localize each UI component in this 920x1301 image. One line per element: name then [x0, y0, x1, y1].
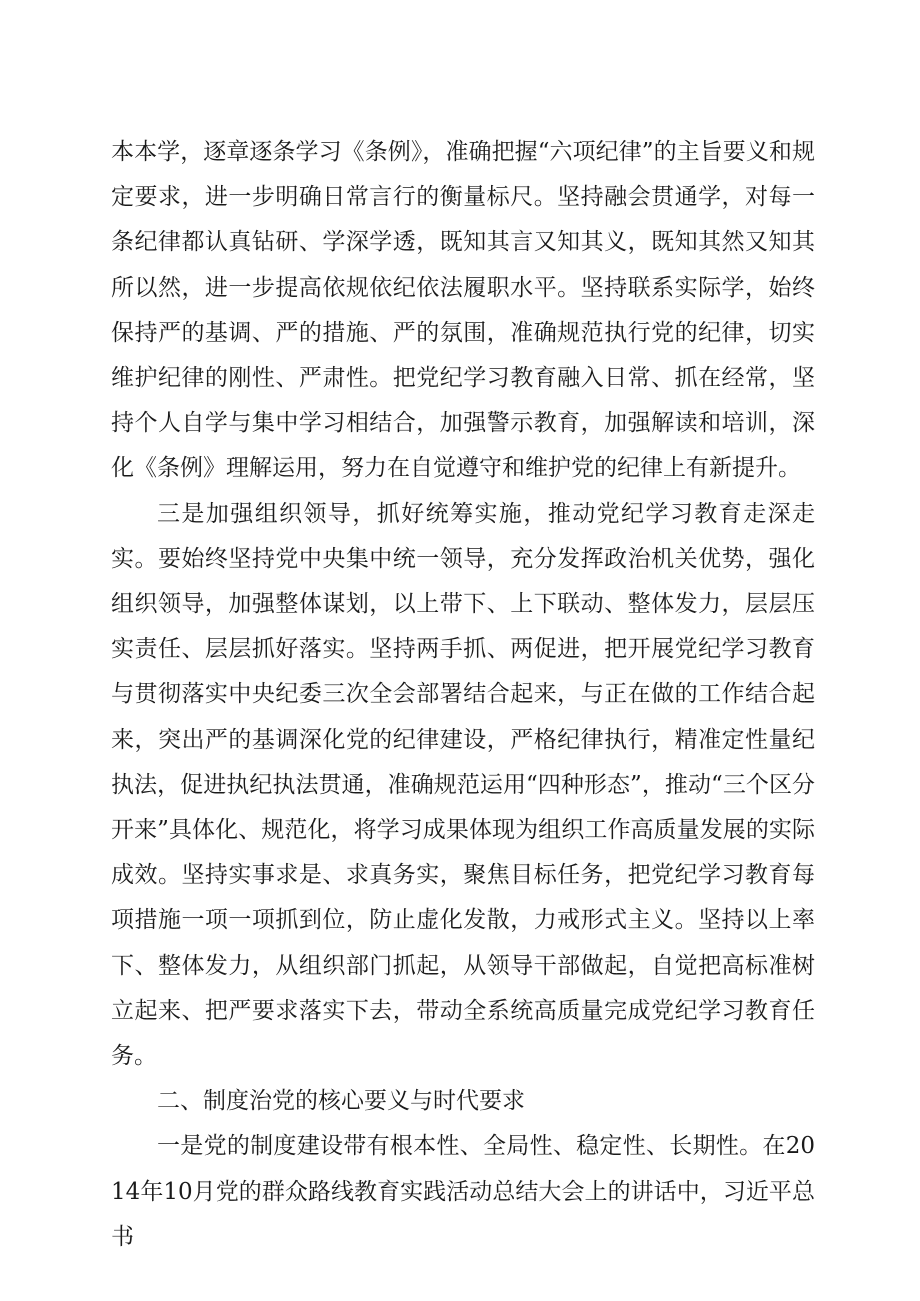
- document-body: [111, 130, 815, 1260]
- section-heading: 二、制度治党的核心要义与时代要求: [157, 1088, 525, 1115]
- body-paragraph-institution-building: 一是党的制度建设带有根本性、全局性、稳定性、长期性。在2014年10月党的群众路线教育实践活动总结大会上的讲话中，习近平总书: [111, 1133, 815, 1250]
- body-paragraph-organization-leadership: 三是加强组织领导，抓好统筹实施，推动党纪学习教育走深走实。要始终坚持党中央集中统一领导，充分发挥政治机关优势，强化组织领导，加强整体谋划，以上带下、上下联动、整体发力，层层压实责任、层层抓好落实。坚持两手抓、两促进，把开展党纪学习教育与贯彻落实中央纪委三次全会部署结合起来，与正在做的工作结合起来，突出严的基调深化党的纪律建设，严格纪律执行，精准定性量纪执法，促进执纪执法贯通，准确规范运用“四种形态”，推动“三个区分开来”具体化、规范化，将学习成果体现为组织工作高质量发展的实际成效。坚持实事求是、求真务实，聚焦目标任务，把党纪学习教育每项措施一项一项抓到位，防止虚化发散，力戒形式主义。坚持以上率下、整体发力，从组织部门抓起，从领导干部做起，自觉把高标准树立起来、把严要求落实下去，带动全系统高质量完成党纪学习教育任务。: [111, 500, 815, 1070]
- body-paragraph-continued: 本本学，逐章逐条学习《条例》，准确把握“六项纪律”的主旨要义和规定要求，进一步明确日常言行的衡量标尺。坚持融会贯通学，对每一条纪律都认真钻研、学深学透，既知其言又知其义，既知其然又知其所以然，进一步提高依规依纪依法履职水平。坚持联系实际学，始终保持严的基调、严的措施、严的氛围，准确规范执行党的纪律，切实维护纪律的刚性、严肃性。把党纪学习教育融入日常、抓在经常，坚持个人自学与集中学习相结合，加强警示教育，加强解读和培训，深化《条例》理解运用，努力在自觉遵守和维护党的纪律上有新提升。: [111, 139, 815, 482]
